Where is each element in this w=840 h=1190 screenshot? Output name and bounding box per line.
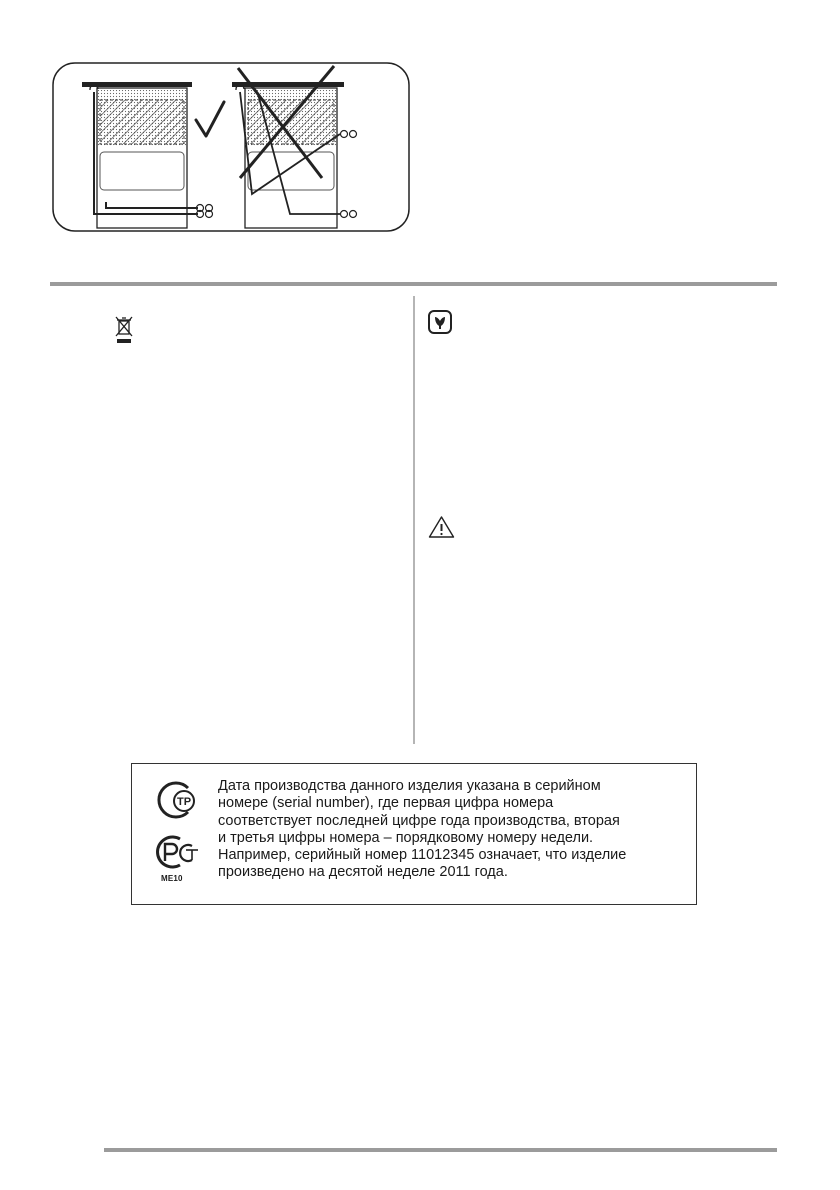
note-line: и третья цифры номера – порядковому номеру недели.: [218, 829, 594, 846]
cert-code: ME10: [161, 874, 183, 883]
warning-triangle-icon: [428, 515, 455, 539]
section-divider-top: [50, 282, 777, 286]
check-icon: [196, 102, 224, 136]
eco-icon: [428, 310, 452, 334]
note-line: Дата производства данного изделия указана в серийном: [218, 778, 601, 794]
cooker-incorrect: [232, 82, 357, 228]
note-line: произведено на десятой неделе 2011 года.: [218, 864, 508, 881]
gost-tr-icon: [154, 780, 200, 820]
cooker-correct: [82, 82, 213, 228]
installation-diagram: [52, 62, 410, 232]
note-line: номере (serial number), где первая цифра номера: [218, 795, 554, 812]
crossed-bin-icon: [114, 315, 134, 345]
column-divider: [413, 296, 415, 744]
svg-text:ТР: ТР: [176, 796, 192, 808]
production-date-note: [218, 778, 688, 882]
note-line: соответствует последней цифре года производства, вторая: [218, 812, 620, 829]
section-divider-bottom: [104, 1148, 777, 1152]
gost-r-icon: [152, 834, 200, 870]
note-line: Например, серийный номер 11012345 означает, что изделие: [218, 847, 627, 864]
certification-notice: [131, 763, 697, 905]
